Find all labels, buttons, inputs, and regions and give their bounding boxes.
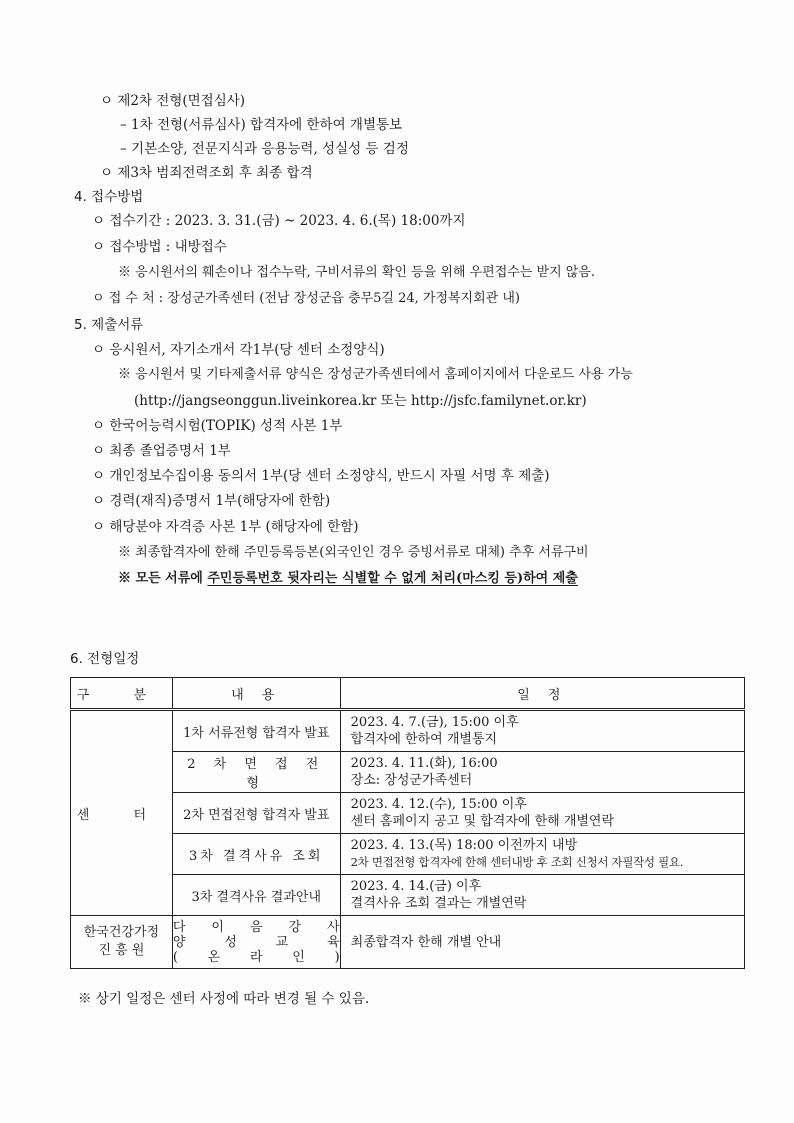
row-schedule bbox=[340, 752, 744, 793]
institute-line2: 진 흥 원 bbox=[98, 943, 145, 958]
section5-item1-urls: (http://jangseonggun.liveinkorea.kr 또는 http://jsfc.familynet.or.kr) bbox=[134, 393, 587, 409]
institute-line1: 한국건강가정 bbox=[83, 925, 160, 940]
row-schedule-line2: 합격자에 한하여 개별통지 bbox=[350, 732, 498, 747]
row-schedule-line1: 2023. 4. 14.(금) 이후 bbox=[350, 879, 482, 894]
section5-note2-underlined: 주민등록번호 뒷자리는 식별할 수 없게 처리(마스킹 등)하여 제출 bbox=[207, 571, 578, 586]
section5-note1: ※ 최종합격자에 한해 주민등록등본(외국인인 경우 증빙서류로 대체) 추후 서류구비 bbox=[118, 545, 589, 560]
section5-item3: ㅇ 최종 졸업증명서 1부 bbox=[92, 443, 231, 459]
section4-period: ㅇ 접수기간 : 2023. 3. 31.(금) ~ 2023. 4. 6.(목) 18:00까지 bbox=[92, 213, 466, 229]
table-row bbox=[71, 875, 745, 916]
row-schedule bbox=[340, 710, 744, 752]
row-schedule-line1: 2023. 4. 12.(수), 15:00 이후 bbox=[350, 797, 527, 812]
edu-content bbox=[172, 916, 340, 969]
row-content: 3차 결격사유 조회 bbox=[172, 834, 340, 875]
row-schedule-line2: 센터 홈페이지 공고 및 합격자에 한해 개별연락 bbox=[350, 814, 615, 829]
row-content: 2 차 면 접 전 형 bbox=[172, 752, 340, 793]
edu-line1: 다 이 음 강 사 bbox=[172, 919, 340, 935]
header-content: 내 용 bbox=[172, 678, 340, 710]
section6-footnote: ※ 상기 일정은 센터 사정에 따라 변경 될 수 있음. bbox=[78, 991, 370, 1007]
stage3-title: ㅇ 제3차 범죄전력조회 후 최종 합격 bbox=[100, 165, 313, 181]
row-schedule-line2: 2차 면접전형 합격자에 한해 센터내방 후 조회 신청서 자필작성 필요. bbox=[350, 855, 684, 869]
header-category: 구 분 bbox=[71, 678, 173, 710]
edu-line2: 양 성 교 육 bbox=[172, 934, 340, 950]
row-schedule bbox=[340, 875, 744, 916]
schedule-table bbox=[70, 677, 745, 969]
section5-item6: ㅇ 해당분야 자격증 사본 1부 (해당자에 한함) bbox=[92, 519, 359, 535]
row-content: 3차 결격사유 결과안내 bbox=[172, 875, 340, 916]
edu-schedule: 최종합격자 한해 개별 안내 bbox=[340, 916, 744, 969]
table-row bbox=[71, 710, 745, 752]
table-row bbox=[71, 916, 745, 969]
row-schedule-line1: 2023. 4. 13.(목) 18:00 이전까지 내방 bbox=[350, 838, 578, 853]
section5-note2 bbox=[118, 570, 578, 588]
row-schedule bbox=[340, 834, 744, 875]
section5-item2: ㅇ 한국어능력시험(TOPIK) 성적 사본 1부 bbox=[92, 418, 343, 434]
section6-title: 6. 전형일정 bbox=[70, 651, 140, 667]
row-schedule-line2: 장소: 장성군가족센터 bbox=[350, 773, 473, 788]
table-row bbox=[71, 793, 745, 834]
row-schedule bbox=[340, 793, 744, 834]
section4-place: ㅇ 접 수 처 : 장성군가족센터 (전남 장성군읍 충무5길 24, 가정복지회관 내) bbox=[92, 291, 520, 306]
section4-note: ※ 응시원서의 훼손이나 접수누락, 구비서류의 확인 등을 위해 우편접수는 받지 않음. bbox=[118, 265, 596, 280]
table-row bbox=[71, 834, 745, 875]
edu-line3: ( 온 라 인 ) bbox=[172, 949, 340, 965]
section4-method: ㅇ 접수방법 : 내방접수 bbox=[92, 239, 227, 255]
row-schedule-line1: 2023. 4. 11.(화), 16:00 bbox=[350, 756, 498, 771]
section4-title: 4. 접수방법 bbox=[74, 189, 144, 205]
section5-item1-note: ※ 응시원서 및 기타제출서류 양식은 장성군가족센터에서 홈페이지에서 다운로드 사용 가능 bbox=[118, 367, 633, 382]
row-content: 1차 서류전형 합격자 발표 bbox=[172, 710, 340, 752]
row-schedule-line2: 결격사유 조회 결과는 개별연락 bbox=[350, 896, 527, 911]
stage2-title: ㅇ 제2차 전형(면접심사) bbox=[100, 93, 246, 109]
stage2-line1: – 1차 전형(서류심사) 합격자에 한하여 개별통보 bbox=[120, 117, 403, 133]
row-schedule-line1: 2023. 4. 7.(금), 15:00 이후 bbox=[350, 715, 519, 730]
row-content: 2차 면접전형 합격자 발표 bbox=[172, 793, 340, 834]
section5-title: 5. 제출서류 bbox=[74, 317, 144, 333]
institute-label bbox=[71, 916, 173, 969]
section5-item5: ㅇ 경력(재직)증명서 1부(해당자에 한함) bbox=[92, 493, 331, 509]
header-schedule: 일 정 bbox=[340, 678, 744, 710]
section5-item4: ㅇ 개인정보수집이용 동의서 1부(당 센터 소정양식, 반드시 자필 서명 후 제출) bbox=[92, 468, 550, 484]
section5-item1: ㅇ 응시원서, 자기소개서 각1부(당 센터 소정양식) bbox=[92, 342, 385, 358]
stage2-line2: – 기본소양, 전문지식과 응용능력, 성실성 등 검정 bbox=[120, 141, 409, 157]
center-label: 센 터 bbox=[71, 710, 173, 916]
table-row bbox=[71, 752, 745, 793]
schedule-header-row bbox=[71, 678, 745, 710]
section5-note2-prefix: ※ 모든 서류에 bbox=[118, 571, 208, 586]
